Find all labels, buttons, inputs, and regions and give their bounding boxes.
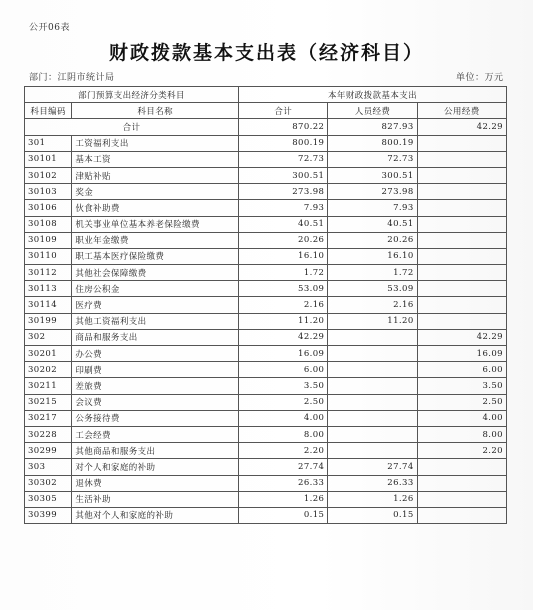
unit-label: 单位：万元 xyxy=(456,73,504,83)
table-row xyxy=(25,313,507,329)
header-code: 科目编码 xyxy=(25,103,72,119)
row-personnel xyxy=(328,346,417,362)
row-name: 医疗费 xyxy=(72,297,239,313)
table-row xyxy=(25,475,507,491)
total-public: 42.29 xyxy=(417,119,506,135)
table-row xyxy=(25,297,507,313)
row-total: 20.26 xyxy=(239,232,328,248)
total-total: 870.22 xyxy=(239,119,328,135)
header-group-row xyxy=(25,87,507,103)
row-total: 16.10 xyxy=(239,248,328,264)
row-total: 3.50 xyxy=(239,378,328,394)
row-name: 津贴补贴 xyxy=(72,167,239,183)
row-total: 1.72 xyxy=(239,265,328,281)
row-total: 40.51 xyxy=(239,216,328,232)
expenditure-table xyxy=(24,86,507,524)
row-name: 会议费 xyxy=(72,394,239,410)
row-personnel: 2.16 xyxy=(328,297,417,313)
row-personnel: 1.26 xyxy=(328,491,417,507)
row-code: 30399 xyxy=(25,507,72,523)
row-total: 4.00 xyxy=(239,410,328,426)
row-total: 11.20 xyxy=(239,313,328,329)
row-name: 其他商品和服务支出 xyxy=(72,443,239,459)
row-name: 基本工资 xyxy=(72,151,239,167)
row-code: 30108 xyxy=(25,216,72,232)
row-total: 7.93 xyxy=(239,200,328,216)
table-row xyxy=(25,232,507,248)
row-name: 职业年金缴费 xyxy=(72,232,239,248)
row-name: 职工基本医疗保险缴费 xyxy=(72,248,239,264)
row-name: 其他对个人和家庭的补助 xyxy=(72,507,239,523)
page-title: 财政拨款基本支出表（经济科目） xyxy=(108,42,424,64)
row-personnel: 72.73 xyxy=(328,151,417,167)
row-name: 工资福利支出 xyxy=(72,135,239,151)
table-row xyxy=(25,167,507,183)
row-public: 4.00 xyxy=(417,410,506,426)
row-name: 公务接待费 xyxy=(72,410,239,426)
row-total: 42.29 xyxy=(239,329,328,345)
row-public xyxy=(417,313,506,329)
table-row xyxy=(25,281,507,297)
row-code: 30302 xyxy=(25,475,72,491)
row-name: 奖金 xyxy=(72,184,239,200)
header-row xyxy=(25,103,507,119)
table-row xyxy=(25,426,507,442)
row-code: 30199 xyxy=(25,313,72,329)
row-public: 16.09 xyxy=(417,346,506,362)
row-total: 27.74 xyxy=(239,459,328,475)
row-personnel: 0.15 xyxy=(328,507,417,523)
header-group-right: 本年财政拨款基本支出 xyxy=(239,87,507,103)
table-row xyxy=(25,394,507,410)
table-row xyxy=(25,410,507,426)
row-name: 其他社会保障缴费 xyxy=(72,265,239,281)
row-public xyxy=(417,507,506,523)
row-personnel xyxy=(328,362,417,378)
row-code: 303 xyxy=(25,459,72,475)
row-code: 30228 xyxy=(25,426,72,442)
row-personnel xyxy=(328,410,417,426)
total-personnel: 827.93 xyxy=(328,119,417,135)
row-public xyxy=(417,200,506,216)
row-public xyxy=(417,491,506,507)
row-code: 30102 xyxy=(25,167,72,183)
row-code: 30103 xyxy=(25,184,72,200)
total-label: 合计 xyxy=(25,119,239,135)
row-public: 8.00 xyxy=(417,426,506,442)
row-personnel: 20.26 xyxy=(328,232,417,248)
row-public xyxy=(417,265,506,281)
table-row xyxy=(25,346,507,362)
table-row xyxy=(25,459,507,475)
row-name: 印刷费 xyxy=(72,362,239,378)
row-personnel xyxy=(328,426,417,442)
row-public xyxy=(417,216,506,232)
row-code: 30110 xyxy=(25,248,72,264)
row-total: 16.09 xyxy=(239,346,328,362)
row-name: 其他工资福利支出 xyxy=(72,313,239,329)
table-row xyxy=(25,443,507,459)
table-row xyxy=(25,135,507,151)
row-name: 商品和服务支出 xyxy=(72,329,239,345)
table-row xyxy=(25,329,507,345)
table-row xyxy=(25,184,507,200)
row-personnel: 27.74 xyxy=(328,459,417,475)
row-code: 30215 xyxy=(25,394,72,410)
row-public xyxy=(417,281,506,297)
row-public xyxy=(417,167,506,183)
row-total: 8.00 xyxy=(239,426,328,442)
row-total: 26.33 xyxy=(239,475,328,491)
row-total: 72.73 xyxy=(239,151,328,167)
row-personnel: 40.51 xyxy=(328,216,417,232)
row-public: 6.00 xyxy=(417,362,506,378)
table-row xyxy=(25,200,507,216)
department-label: 部门：江阴市统计局 xyxy=(29,73,115,83)
row-public: 42.29 xyxy=(417,329,506,345)
row-personnel xyxy=(328,329,417,345)
row-code: 30202 xyxy=(25,362,72,378)
row-name: 生活补助 xyxy=(72,491,239,507)
row-code: 30114 xyxy=(25,297,72,313)
row-code: 30211 xyxy=(25,378,72,394)
row-code: 30106 xyxy=(25,200,72,216)
row-total: 2.20 xyxy=(239,443,328,459)
row-public xyxy=(417,135,506,151)
row-code: 30113 xyxy=(25,281,72,297)
row-total: 800.19 xyxy=(239,135,328,151)
row-code: 30201 xyxy=(25,346,72,362)
table-row xyxy=(25,362,507,378)
row-code: 302 xyxy=(25,329,72,345)
row-code: 301 xyxy=(25,135,72,151)
row-public xyxy=(417,232,506,248)
row-public xyxy=(417,297,506,313)
row-code: 30217 xyxy=(25,410,72,426)
row-personnel: 26.33 xyxy=(328,475,417,491)
row-code: 30112 xyxy=(25,265,72,281)
row-name: 差旅费 xyxy=(72,378,239,394)
row-personnel xyxy=(328,443,417,459)
form-code: 公开06表 xyxy=(29,23,70,33)
row-personnel: 11.20 xyxy=(328,313,417,329)
row-personnel: 1.72 xyxy=(328,265,417,281)
row-public xyxy=(417,459,506,475)
table-row xyxy=(25,378,507,394)
total-row xyxy=(25,119,507,135)
row-total: 2.50 xyxy=(239,394,328,410)
row-name: 住房公积金 xyxy=(72,281,239,297)
row-total: 2.16 xyxy=(239,297,328,313)
header-name: 科目名称 xyxy=(72,103,239,119)
row-personnel: 273.98 xyxy=(328,184,417,200)
row-total: 300.51 xyxy=(239,167,328,183)
row-public xyxy=(417,248,506,264)
table-row xyxy=(25,265,507,281)
row-public: 2.20 xyxy=(417,443,506,459)
row-total: 6.00 xyxy=(239,362,328,378)
table-row xyxy=(25,507,507,523)
row-name: 退休费 xyxy=(72,475,239,491)
header-personnel: 人员经费 xyxy=(328,103,417,119)
row-name: 办公费 xyxy=(72,346,239,362)
row-code: 30299 xyxy=(25,443,72,459)
row-total: 0.15 xyxy=(239,507,328,523)
row-personnel xyxy=(328,394,417,410)
row-name: 工会经费 xyxy=(72,426,239,442)
row-public xyxy=(417,475,506,491)
header-total: 合计 xyxy=(239,103,328,119)
row-public: 3.50 xyxy=(417,378,506,394)
row-name: 伙食补助费 xyxy=(72,200,239,216)
row-public xyxy=(417,151,506,167)
row-code: 30101 xyxy=(25,151,72,167)
table-row xyxy=(25,151,507,167)
table-row xyxy=(25,216,507,232)
row-public: 2.50 xyxy=(417,394,506,410)
table-row xyxy=(25,491,507,507)
row-personnel: 7.93 xyxy=(328,200,417,216)
row-personnel xyxy=(328,378,417,394)
row-personnel: 300.51 xyxy=(328,167,417,183)
row-code: 30109 xyxy=(25,232,72,248)
row-total: 53.09 xyxy=(239,281,328,297)
row-name: 机关事业单位基本养老保险缴费 xyxy=(72,216,239,232)
row-personnel: 800.19 xyxy=(328,135,417,151)
row-personnel: 16.10 xyxy=(328,248,417,264)
header-group-left: 部门预算支出经济分类科目 xyxy=(25,87,239,103)
table-row xyxy=(25,248,507,264)
row-total: 273.98 xyxy=(239,184,328,200)
row-public xyxy=(417,184,506,200)
row-name: 对个人和家庭的补助 xyxy=(72,459,239,475)
row-code: 30305 xyxy=(25,491,72,507)
row-personnel: 53.09 xyxy=(328,281,417,297)
header-public: 公用经费 xyxy=(417,103,506,119)
row-total: 1.26 xyxy=(239,491,328,507)
